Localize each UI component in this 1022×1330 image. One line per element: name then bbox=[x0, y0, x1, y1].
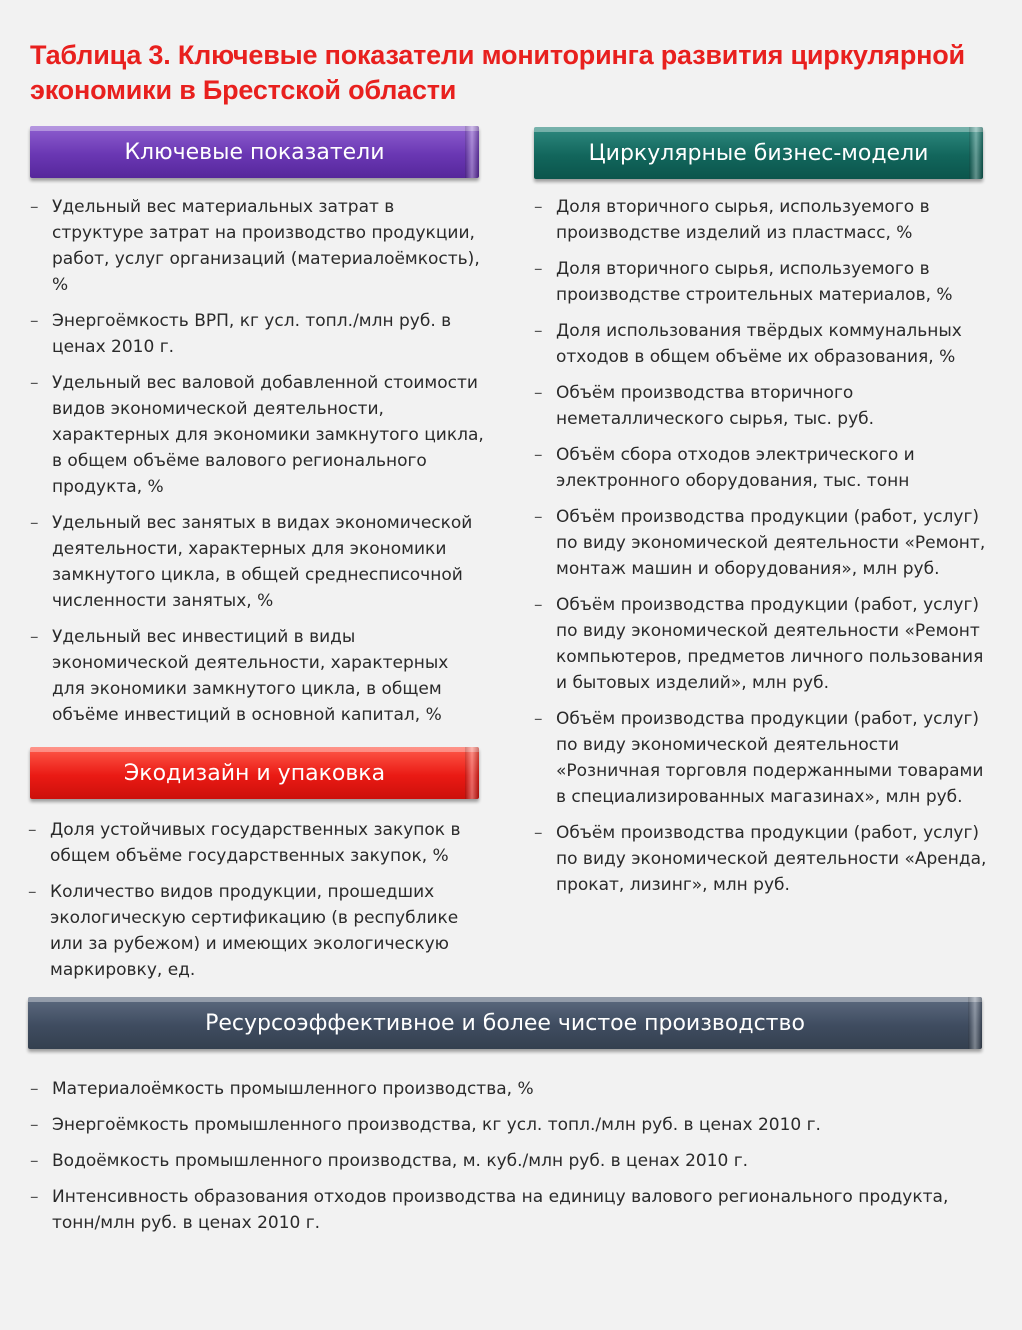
section-header-label: Циркулярные бизнес-модели bbox=[588, 140, 929, 166]
section-header-ecodesign bbox=[30, 747, 479, 799]
list-item: – Интенсивность образования отходов производства на единицу валового регионального продукта, тонн/млн руб. в ценах 2010 г. bbox=[30, 1184, 990, 1236]
list-item: – Доля использования твёрдых коммунальных отходов в общем объёме их образования, % bbox=[534, 318, 994, 370]
ecodesign-list bbox=[28, 817, 483, 993]
list-item: – Объём производства продукции (работ, услуг) по виду экономической деятельности «Розничная торговля подержанными товарами в специализированных магазинах», млн руб. bbox=[534, 706, 994, 810]
list-item: – Объём сбора отходов электрического и электронного оборудования, тыс. тонн bbox=[534, 442, 994, 494]
list-item: – Водоёмкость промышленного производства, м. куб./млн руб. в ценах 2010 г. bbox=[30, 1148, 990, 1174]
list-item: – Материалоёмкость промышленного производства, % bbox=[30, 1076, 990, 1102]
list-item: – Энергоёмкость ВРП, кг усл. топл./млн руб. в ценах 2010 г. bbox=[30, 308, 485, 360]
page-title: Таблица 3. Ключевые показатели мониторинга развития циркулярной экономики в Брестской области bbox=[30, 40, 965, 105]
list-item: – Удельный вес занятых в видах экономической деятельности, характерных для экономики замкнутого цикла, в общей среднесписочной численности занятых, % bbox=[30, 510, 485, 614]
list-item: – Энергоёмкость промышленного производства, кг усл. топл./млн руб. в ценах 2010 г. bbox=[30, 1112, 990, 1138]
section-header-circular-business bbox=[534, 127, 983, 179]
section-header-label: Экодизайн и упаковка bbox=[123, 760, 386, 786]
list-item: – Доля вторичного сырья, используемого в производстве строительных материалов, % bbox=[534, 256, 994, 308]
list-item: – Удельный вес валовой добавленной стоимости видов экономической деятельности, характерных для экономики замкнутого цикла, в общем объёме валового регионального продукта, % bbox=[30, 370, 485, 500]
section-header-label: Ключевые показатели bbox=[124, 139, 385, 165]
list-item: – Объём производства продукции (работ, услуг) по виду экономической деятельности «Ремонт компьютеров, предметов личного пользования и бытовых изделий», млн руб. bbox=[534, 592, 994, 696]
resource-efficient-list bbox=[30, 1076, 990, 1246]
key-indicators-list bbox=[30, 194, 485, 738]
list-item: – Объём производства вторичного неметаллического сырья, тыс. руб. bbox=[534, 380, 994, 432]
list-item: – Количество видов продукции, прошедших экологическую сертификацию (в республике или за рубежом) и имеющих экологическую маркировку, ед. bbox=[28, 879, 483, 983]
list-item: – Объём производства продукции (работ, услуг) по виду экономической деятельности «Ремонт, монтаж машин и оборудования», млн руб. bbox=[534, 504, 994, 582]
list-item: – Удельный вес инвестиций в виды экономической деятельности, характерных для экономики замкнутого цикла, в общем объёме инвестиций в основной капитал, % bbox=[30, 624, 485, 728]
section-header-label: Ресурсоэффективное и более чистое производство bbox=[205, 1010, 805, 1036]
list-item: – Доля устойчивых государственных закупок в общем объёме государственных закупок, % bbox=[28, 817, 483, 869]
section-header-key-indicators bbox=[30, 126, 479, 178]
section-header-resource-efficient bbox=[28, 997, 982, 1049]
list-item: – Объём производства продукции (работ, услуг) по виду экономической деятельности «Аренда, прокат, лизинг», млн руб. bbox=[534, 820, 994, 898]
list-item: – Удельный вес материальных затрат в структуре затрат на производство продукции, работ, услуг организаций (материалоёмкость), % bbox=[30, 194, 485, 298]
list-item: – Доля вторичного сырья, используемого в производстве изделий из пластмасс, % bbox=[534, 194, 994, 246]
circular-business-list bbox=[534, 194, 994, 908]
